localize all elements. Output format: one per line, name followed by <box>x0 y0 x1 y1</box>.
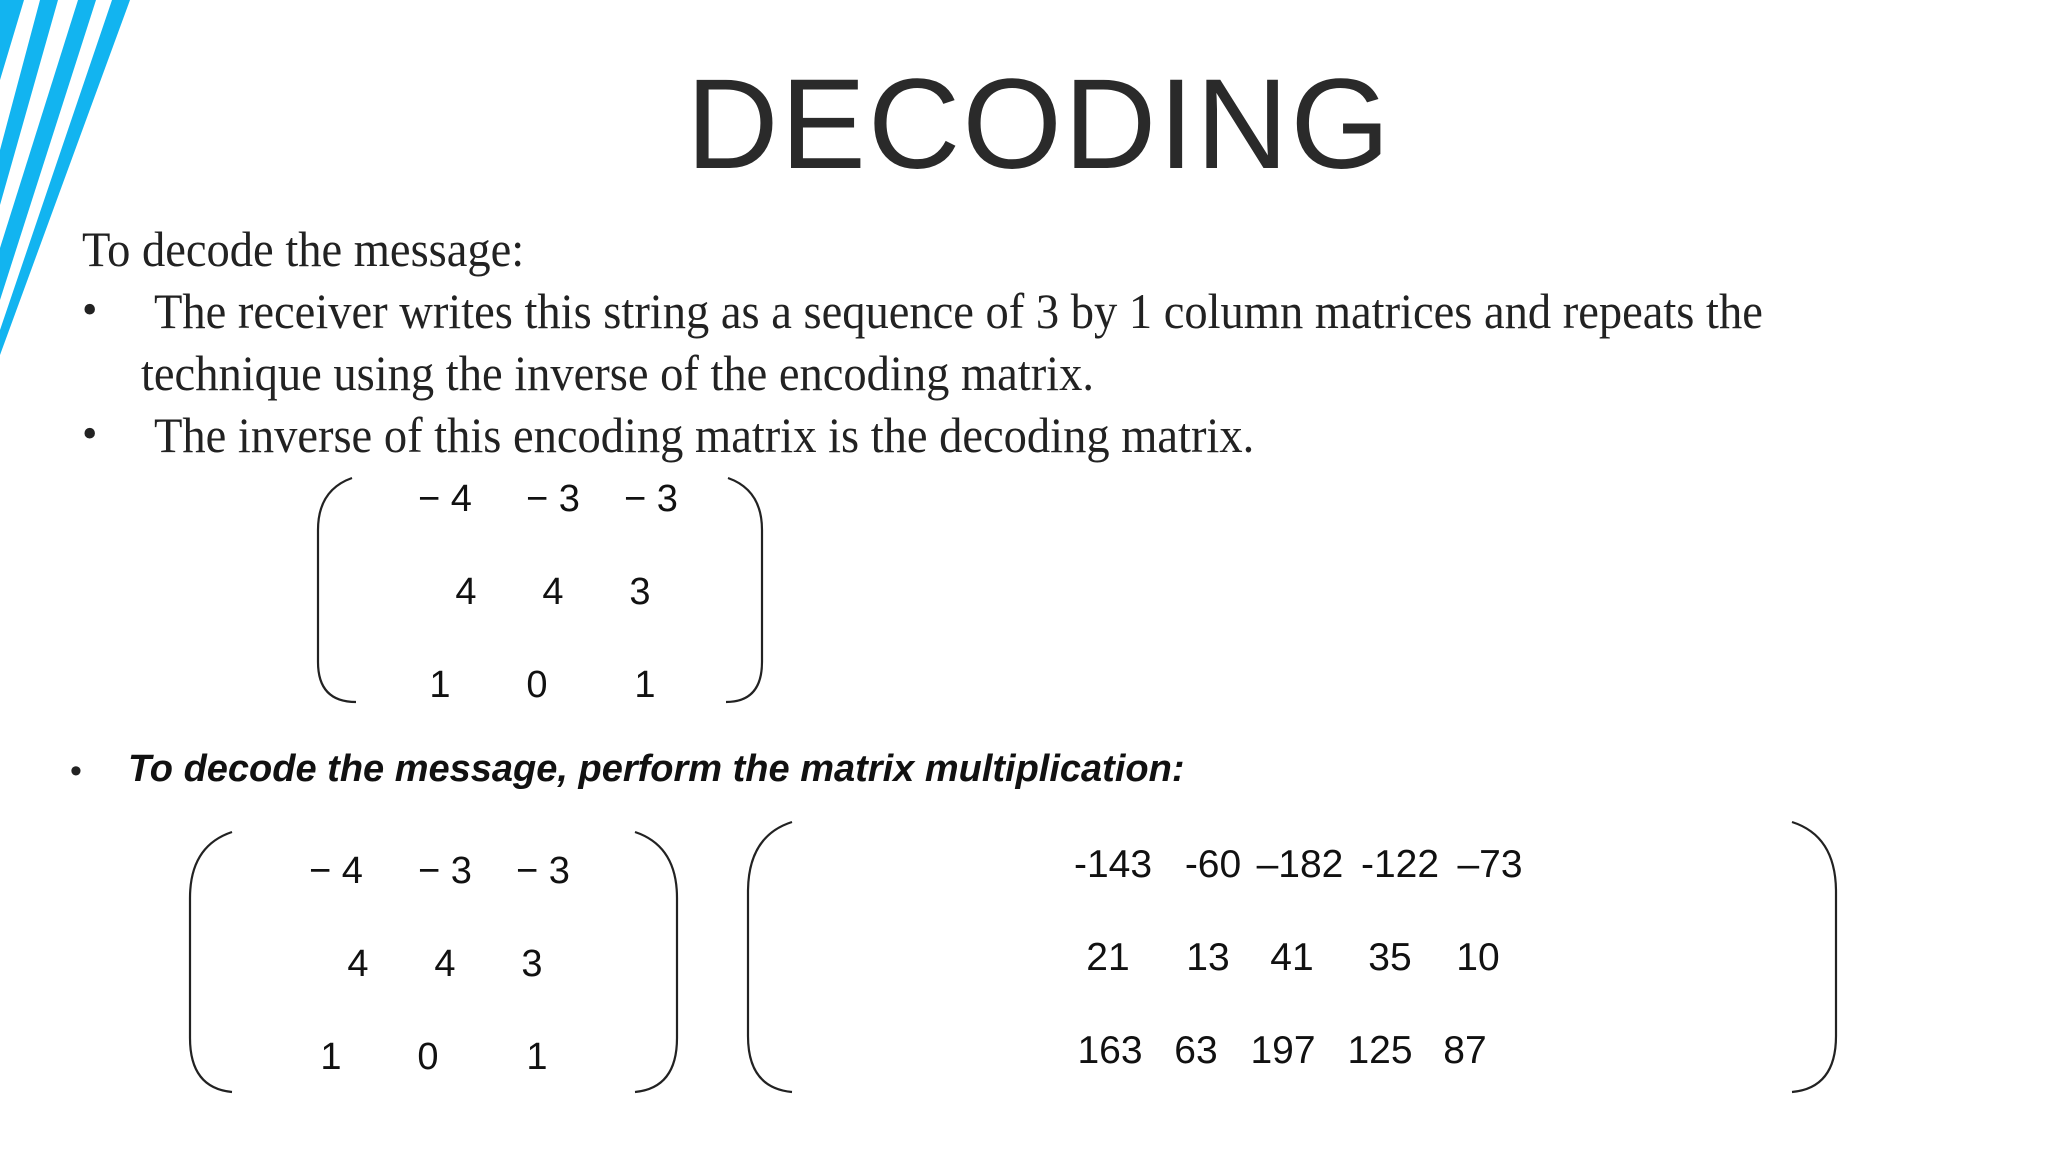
matrix-cell: 10 <box>1456 936 1500 979</box>
bullet-1-line-1: The receiver writes this string as a sequence of 3 by 1 column matrices and repeats the <box>154 283 1763 339</box>
matrix-cell: 4 <box>542 571 564 613</box>
slide-title: DECODING <box>686 53 1392 196</box>
matrix-cell: 1 <box>429 664 451 706</box>
matrix-cell: -60 <box>1184 843 1242 886</box>
matrix-cell: 3 <box>521 943 543 985</box>
left-matrix-left-bracket <box>190 832 232 1092</box>
decoding-matrix-right-bracket <box>726 478 762 702</box>
matrix-cell: 4 <box>434 943 456 985</box>
decoding-matrix-left-bracket <box>318 478 356 702</box>
matrix-cell: 0 <box>526 664 548 706</box>
matrix-cell: 41 <box>1270 936 1314 979</box>
matrix-cell: 4 <box>455 571 477 613</box>
matrix-cell: –73 <box>1457 843 1523 886</box>
matrix-cell: 35 <box>1368 936 1412 979</box>
matrix-cell: 163 <box>1077 1029 1143 1072</box>
matrix-cell: 1 <box>526 1036 548 1078</box>
matrix-cell: -143 <box>1073 843 1153 886</box>
matrix-cell: 21 <box>1086 936 1130 979</box>
bullet-2-line-1: The inverse of this encoding matrix is the decoding matrix. <box>154 407 1255 463</box>
encoded-matrix-right-bracket <box>1792 822 1836 1092</box>
matrix-cell: –182 <box>1256 843 1344 886</box>
matrix-cell: − 4 <box>418 478 472 520</box>
instruction-text: To decode the message, perform the matrix multiplication: <box>128 748 1185 790</box>
matrix-cell: 3 <box>629 571 651 613</box>
matrix-cell: − 3 <box>418 850 472 892</box>
matrix-cell: 63 <box>1174 1029 1218 1072</box>
matrix-cell: − 3 <box>516 850 570 892</box>
bullet-1-dot: • <box>82 285 98 334</box>
instruction-bullet-dot: • <box>70 752 82 790</box>
matrix-cell: 197 <box>1250 1029 1316 1072</box>
matrix-cell: -122 <box>1360 843 1440 886</box>
left-matrix-right-bracket <box>635 832 677 1092</box>
bullet-2-dot: • <box>82 409 98 458</box>
matrix-cell: 4 <box>347 943 369 985</box>
matrix-cell: 0 <box>417 1036 439 1078</box>
intro-text: To decode the message: <box>82 221 525 277</box>
matrix-cell: 1 <box>634 664 656 706</box>
matrix-cell: − 3 <box>526 478 580 520</box>
encoded-matrix-left-bracket <box>748 822 792 1092</box>
matrix-cell: 87 <box>1443 1029 1487 1072</box>
matrix-cell: − 4 <box>309 850 363 892</box>
matrix-cell: 13 <box>1186 936 1230 979</box>
matrix-cell: 1 <box>320 1036 342 1078</box>
matrix-cell: 125 <box>1347 1029 1413 1072</box>
matrix-cell: − 3 <box>624 478 678 520</box>
bullet-1-line-2: technique using the inverse of the encoding matrix. <box>141 345 1094 401</box>
